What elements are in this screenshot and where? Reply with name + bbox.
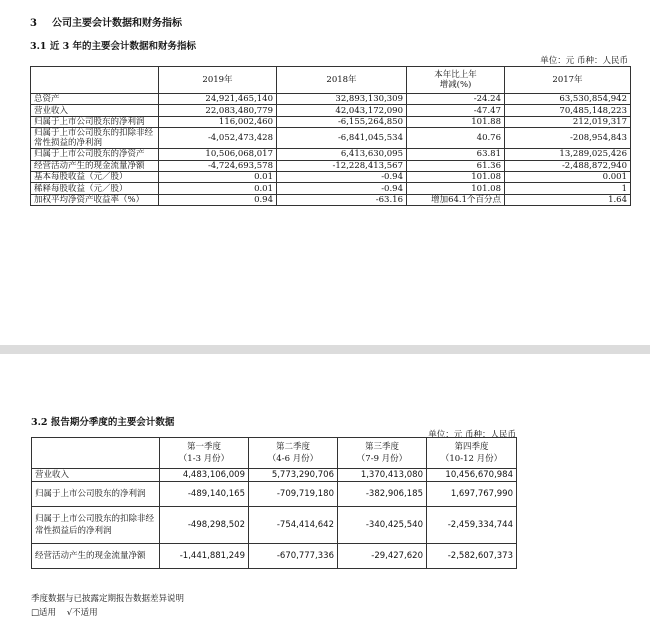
table-cell: 101.88 bbox=[407, 116, 505, 127]
table-cell: 24,921,465,140 bbox=[159, 94, 277, 105]
table-cell: -2,582,607,373 bbox=[427, 544, 517, 569]
table-row bbox=[32, 469, 517, 482]
table-cell: -2,488,872,940 bbox=[505, 160, 631, 171]
table-cell: -1,441,881,249 bbox=[160, 544, 249, 569]
table-cell: -208,954,843 bbox=[505, 128, 631, 149]
table-cell: 63,530,854,942 bbox=[505, 94, 631, 105]
table-cell: 22,083,480,779 bbox=[159, 105, 277, 116]
table-cell: -63.16 bbox=[277, 194, 407, 205]
table-cell: -6,155,264,850 bbox=[277, 116, 407, 127]
page-separator bbox=[0, 345, 650, 354]
table-cell: 13,289,025,426 bbox=[505, 149, 631, 160]
header-row bbox=[31, 67, 631, 94]
row-label: 归属于上市公司股东的扣除非经常性损益后的净利润 bbox=[32, 507, 160, 544]
option-not-applicable: √不适用 bbox=[66, 608, 98, 618]
table-cell: 0.001 bbox=[505, 171, 631, 182]
table-cell: 0.01 bbox=[159, 183, 277, 194]
option-applicable: □适用 bbox=[31, 608, 57, 618]
table-row bbox=[31, 194, 631, 205]
table-cell: -489,140,165 bbox=[160, 482, 249, 507]
table-cell: 212,019,317 bbox=[505, 116, 631, 127]
quarterly-financial-table bbox=[31, 437, 517, 569]
column-header: 第二季度 （4-6 月份） bbox=[249, 438, 338, 469]
table-cell: -29,427,620 bbox=[338, 544, 427, 569]
table-cell: 40.76 bbox=[407, 128, 505, 149]
row-label: 归属于上市公司股东的净资产 bbox=[31, 149, 159, 160]
table-cell: -0.94 bbox=[277, 183, 407, 194]
table-row bbox=[31, 128, 631, 149]
table-row bbox=[31, 160, 631, 171]
table-cell: 0.94 bbox=[159, 194, 277, 205]
table-cell: 1,697,767,990 bbox=[427, 482, 517, 507]
footnote-options bbox=[31, 606, 98, 618]
table-cell: 0.01 bbox=[159, 171, 277, 182]
table-cell: 63.81 bbox=[407, 149, 505, 160]
annual-financial-table bbox=[30, 66, 631, 206]
section-31-unit: 单位：元 币种：人民币 bbox=[540, 56, 628, 66]
row-label: 加权平均净资产收益率（%） bbox=[31, 194, 159, 205]
table-cell: 10,456,670,984 bbox=[427, 469, 517, 482]
table-cell: 101.08 bbox=[407, 183, 505, 194]
row-label: 归属于上市公司股东的扣除非经常性损益的净利润 bbox=[31, 128, 159, 149]
table-cell: -12,228,413,567 bbox=[277, 160, 407, 171]
table-row bbox=[31, 171, 631, 182]
table-cell: 61.36 bbox=[407, 160, 505, 171]
table-cell: -24.24 bbox=[407, 94, 505, 105]
row-label: 稀释每股收益（元／股） bbox=[31, 183, 159, 194]
table-row bbox=[31, 94, 631, 105]
table-cell: -340,425,540 bbox=[338, 507, 427, 544]
table-cell: -2,459,334,744 bbox=[427, 507, 517, 544]
table-row bbox=[31, 116, 631, 127]
section-3-title: 公司主要会计数据和财务指标 bbox=[52, 18, 182, 29]
table-cell: 1.64 bbox=[505, 194, 631, 205]
table-cell: -6,841,045,534 bbox=[277, 128, 407, 149]
row-label: 经营活动产生的现金流量净额 bbox=[32, 544, 160, 569]
table-cell: 6,413,630,095 bbox=[277, 149, 407, 160]
row-label: 营业收入 bbox=[32, 469, 160, 482]
column-header: 2019年 bbox=[159, 67, 277, 94]
table-cell: 5,773,290,706 bbox=[249, 469, 338, 482]
column-header: 第一季度 （1-3 月份） bbox=[160, 438, 249, 469]
table-cell: 101.08 bbox=[407, 171, 505, 182]
section-32-title: 3.2 报告期分季度的主要会计数据 bbox=[31, 417, 175, 428]
table-cell: -4,052,473,428 bbox=[159, 128, 277, 149]
table-row bbox=[32, 544, 517, 569]
column-header: 2017年 bbox=[505, 67, 631, 94]
table-cell: -754,414,642 bbox=[249, 507, 338, 544]
table-cell: 42,043,172,090 bbox=[277, 105, 407, 116]
table-cell: 1,370,413,080 bbox=[338, 469, 427, 482]
table-row bbox=[32, 507, 517, 544]
table-row bbox=[31, 183, 631, 194]
table-cell: -4,724,693,578 bbox=[159, 160, 277, 171]
row-label: 经营活动产生的现金流量净额 bbox=[31, 160, 159, 171]
table-cell: 1 bbox=[505, 183, 631, 194]
row-label: 基本每股收益（元／股） bbox=[31, 171, 159, 182]
column-header: 第三季度 （7-9 月份） bbox=[338, 438, 427, 469]
table-cell: -709,719,180 bbox=[249, 482, 338, 507]
table-cell: 10,506,068,017 bbox=[159, 149, 277, 160]
table-cell: 116,002,460 bbox=[159, 116, 277, 127]
table-cell: -0.94 bbox=[277, 171, 407, 182]
column-header: 2018年 bbox=[277, 67, 407, 94]
row-label: 营业收入 bbox=[31, 105, 159, 116]
table-cell: 32,893,130,309 bbox=[277, 94, 407, 105]
section-3-number: 3 bbox=[30, 18, 37, 29]
table-cell: 增加64.1个百分点 bbox=[407, 194, 505, 205]
column-header bbox=[32, 438, 160, 469]
column-header bbox=[31, 67, 159, 94]
column-header: 本年比上年 增减(%) bbox=[407, 67, 505, 94]
column-header: 第四季度 （10-12 月份） bbox=[427, 438, 517, 469]
table-cell: -670,777,336 bbox=[249, 544, 338, 569]
table-cell: 70,485,148,223 bbox=[505, 105, 631, 116]
table-cell: 4,483,106,009 bbox=[160, 469, 249, 482]
row-label: 归属于上市公司股东的净利润 bbox=[32, 482, 160, 507]
table-cell: -47.47 bbox=[407, 105, 505, 116]
table-cell: -382,906,185 bbox=[338, 482, 427, 507]
table-cell: -498,298,502 bbox=[160, 507, 249, 544]
section-31-title: 3.1 近 3 年的主要会计数据和财务指标 bbox=[30, 41, 197, 52]
table-row bbox=[31, 149, 631, 160]
footnote-text: 季度数据与已披露定期报告数据差异说明 bbox=[31, 594, 185, 604]
table-row bbox=[32, 482, 517, 507]
header-row bbox=[32, 438, 517, 469]
table-row bbox=[31, 105, 631, 116]
section-3-heading bbox=[30, 14, 182, 29]
row-label: 归属于上市公司股东的净利润 bbox=[31, 116, 159, 127]
row-label: 总资产 bbox=[31, 94, 159, 105]
section-32-unit: 单位：元 币种：人民币 bbox=[428, 430, 516, 440]
